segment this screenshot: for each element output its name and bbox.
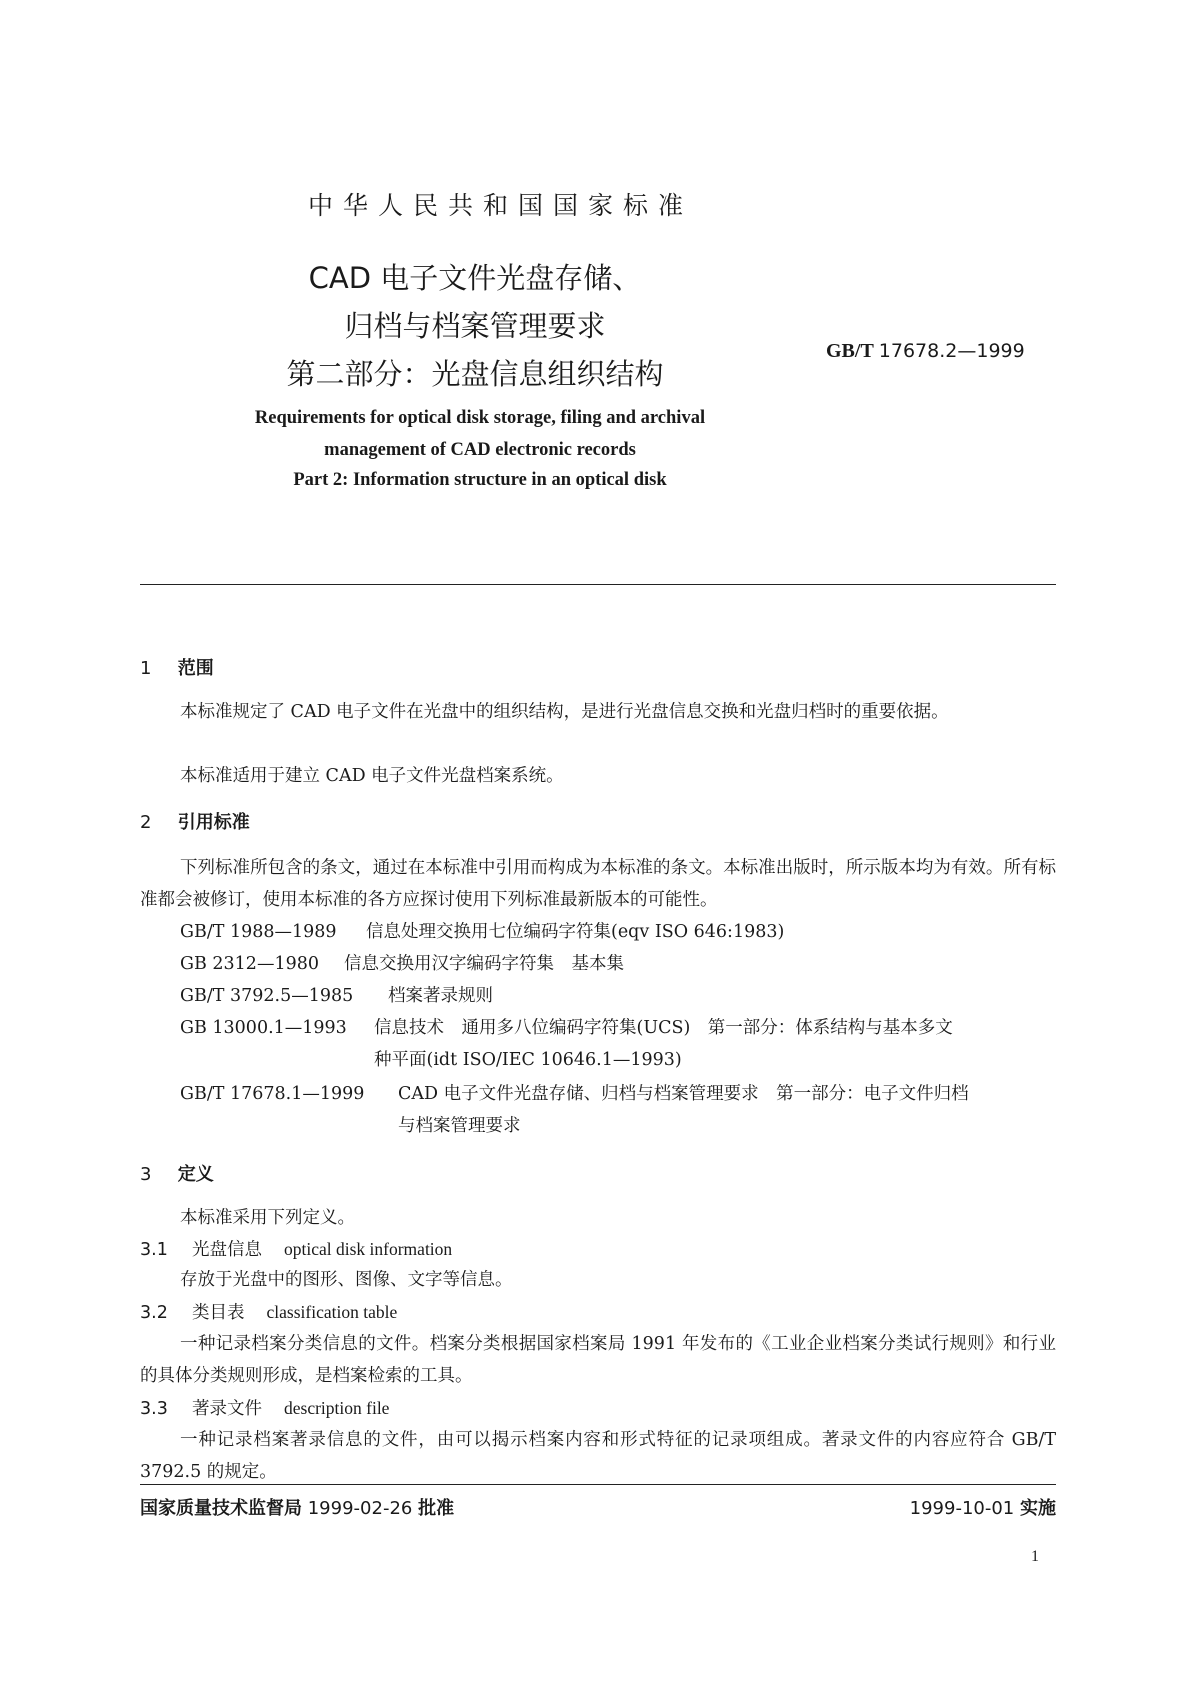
reference-title: CAD 电子文件光盘存储、归档与档案管理要求 第一部分：电子文件归档: [398, 1084, 969, 1104]
definition-text: 一种记录档案分类信息的文件。档案分类根据国家档案局 1991 年发布的《工业企业档案分类试行规则》和行业的具体分类规则形成，是档案检索的工具。: [140, 1334, 1056, 1386]
section-2-heading: [140, 808, 250, 834]
title-en-line-3: Part 2: Information structure in an optical disk: [293, 470, 667, 490]
title-cn-line-1: CAD 电子文件光盘存储、: [308, 261, 642, 295]
approval-suffix: 批准: [418, 1498, 455, 1519]
reference-continuation: 种平面(idt ISO/IEC 10646.1—1993): [374, 1050, 682, 1070]
definition-term-en: description file: [284, 1398, 390, 1418]
section-number: 1: [140, 658, 152, 679]
reference-item: [180, 1078, 1056, 1110]
section-1-paragraph-2: 本标准适用于建立 CAD 电子文件光盘档案系统。: [180, 766, 564, 786]
title-cn-line-3: 第二部分：光盘信息组织结构: [286, 357, 664, 391]
section-title: 定义: [177, 1164, 214, 1185]
title-cn-line-2: 归档与档案管理要求: [344, 309, 606, 343]
reference-code: GB/T 17678.1—1999: [180, 1084, 365, 1104]
reference-title: 档案著录规则: [388, 986, 493, 1006]
section-3-intro: 本标准采用下列定义。: [180, 1208, 355, 1228]
definition-heading: [140, 1392, 389, 1425]
section-title: 引用标准: [177, 812, 250, 833]
effective-date: 1999-10-01: [909, 1498, 1015, 1519]
definition-number: 3.3: [140, 1399, 168, 1419]
section-1-heading: [140, 654, 214, 680]
reference-title: 信息交换用汉字编码字符集 基本集: [344, 954, 624, 974]
standard-prefix: GB/T: [826, 340, 874, 362]
reference-item: [180, 980, 1056, 1012]
definition-term: 著录文件: [192, 1399, 262, 1419]
reference-title: 信息技术 通用多八位编码字符集(UCS) 第一部分：体系结构与基本多文: [374, 1018, 953, 1038]
footer-divider: [140, 1484, 1056, 1485]
title-en-line-1: Requirements for optical disk storage, filing and archival: [254, 408, 706, 428]
reference-item: [180, 916, 1056, 948]
title-en-line-2: management of CAD electronic records: [324, 440, 636, 460]
standard-code: 17678.2—1999: [878, 340, 1025, 362]
definition-heading: [140, 1233, 452, 1266]
definition-heading: [140, 1296, 397, 1329]
reference-item: [180, 1012, 1056, 1044]
reference-code: GB 13000.1—1993: [180, 1018, 347, 1038]
page-number: 1: [1031, 1548, 1039, 1565]
approval-line: [140, 1494, 454, 1520]
definition-text: 一种记录档案著录信息的文件，由可以揭示档案内容和形式特征的记录项组成。著录文件的内容应符合 GB/T 3792.5 的规定。: [140, 1430, 1056, 1482]
definition-number: 3.2: [140, 1303, 168, 1323]
reference-code: GB/T 1988—1989: [180, 922, 337, 942]
section-title: 范围: [177, 658, 214, 679]
effective-line: [910, 1494, 1056, 1520]
national-standard-label: 中华人民共和国国家标准: [307, 191, 693, 220]
section-2-paragraph-1: 下列标准所包含的条文，通过在本标准中引用而构成为本标准的条文。本标准出版时，所示版本均为有效。所有标准都会被修订，使用本标准的各方应探讨使用下列标准最新版本的可能性。: [140, 858, 1056, 910]
reference-item: [180, 948, 1056, 980]
definition-term-en: classification table: [266, 1302, 398, 1322]
reference-code: GB 2312—1980: [180, 954, 319, 974]
definition-term: 光盘信息: [192, 1240, 262, 1260]
effective-suffix: 实施: [1020, 1498, 1056, 1519]
definition-term-en: optical disk information: [284, 1239, 453, 1259]
header-divider: [140, 584, 1056, 585]
definition-text: 存放于光盘中的图形、图像、文字等信息。: [180, 1270, 513, 1290]
standard-number: [826, 340, 1025, 363]
approval-date: 1999-02-26: [307, 1498, 413, 1519]
section-number: 3: [140, 1164, 152, 1185]
section-3-heading: [140, 1160, 214, 1186]
reference-code: GB/T 3792.5—1985: [180, 986, 354, 1006]
section-number: 2: [140, 812, 152, 833]
definition-number: 3.1: [140, 1240, 168, 1260]
definition-term: 类目表: [192, 1303, 245, 1323]
section-1-paragraph-1: 本标准规定了 CAD 电子文件在光盘中的组织结构，是进行光盘信息交换和光盘归档时的重要依据。: [180, 702, 949, 722]
reference-continuation: 与档案管理要求: [398, 1116, 521, 1136]
approval-authority: 国家质量技术监督局: [140, 1498, 302, 1519]
reference-title: 信息处理交换用七位编码字符集(eqv ISO 646:1983): [366, 922, 785, 942]
